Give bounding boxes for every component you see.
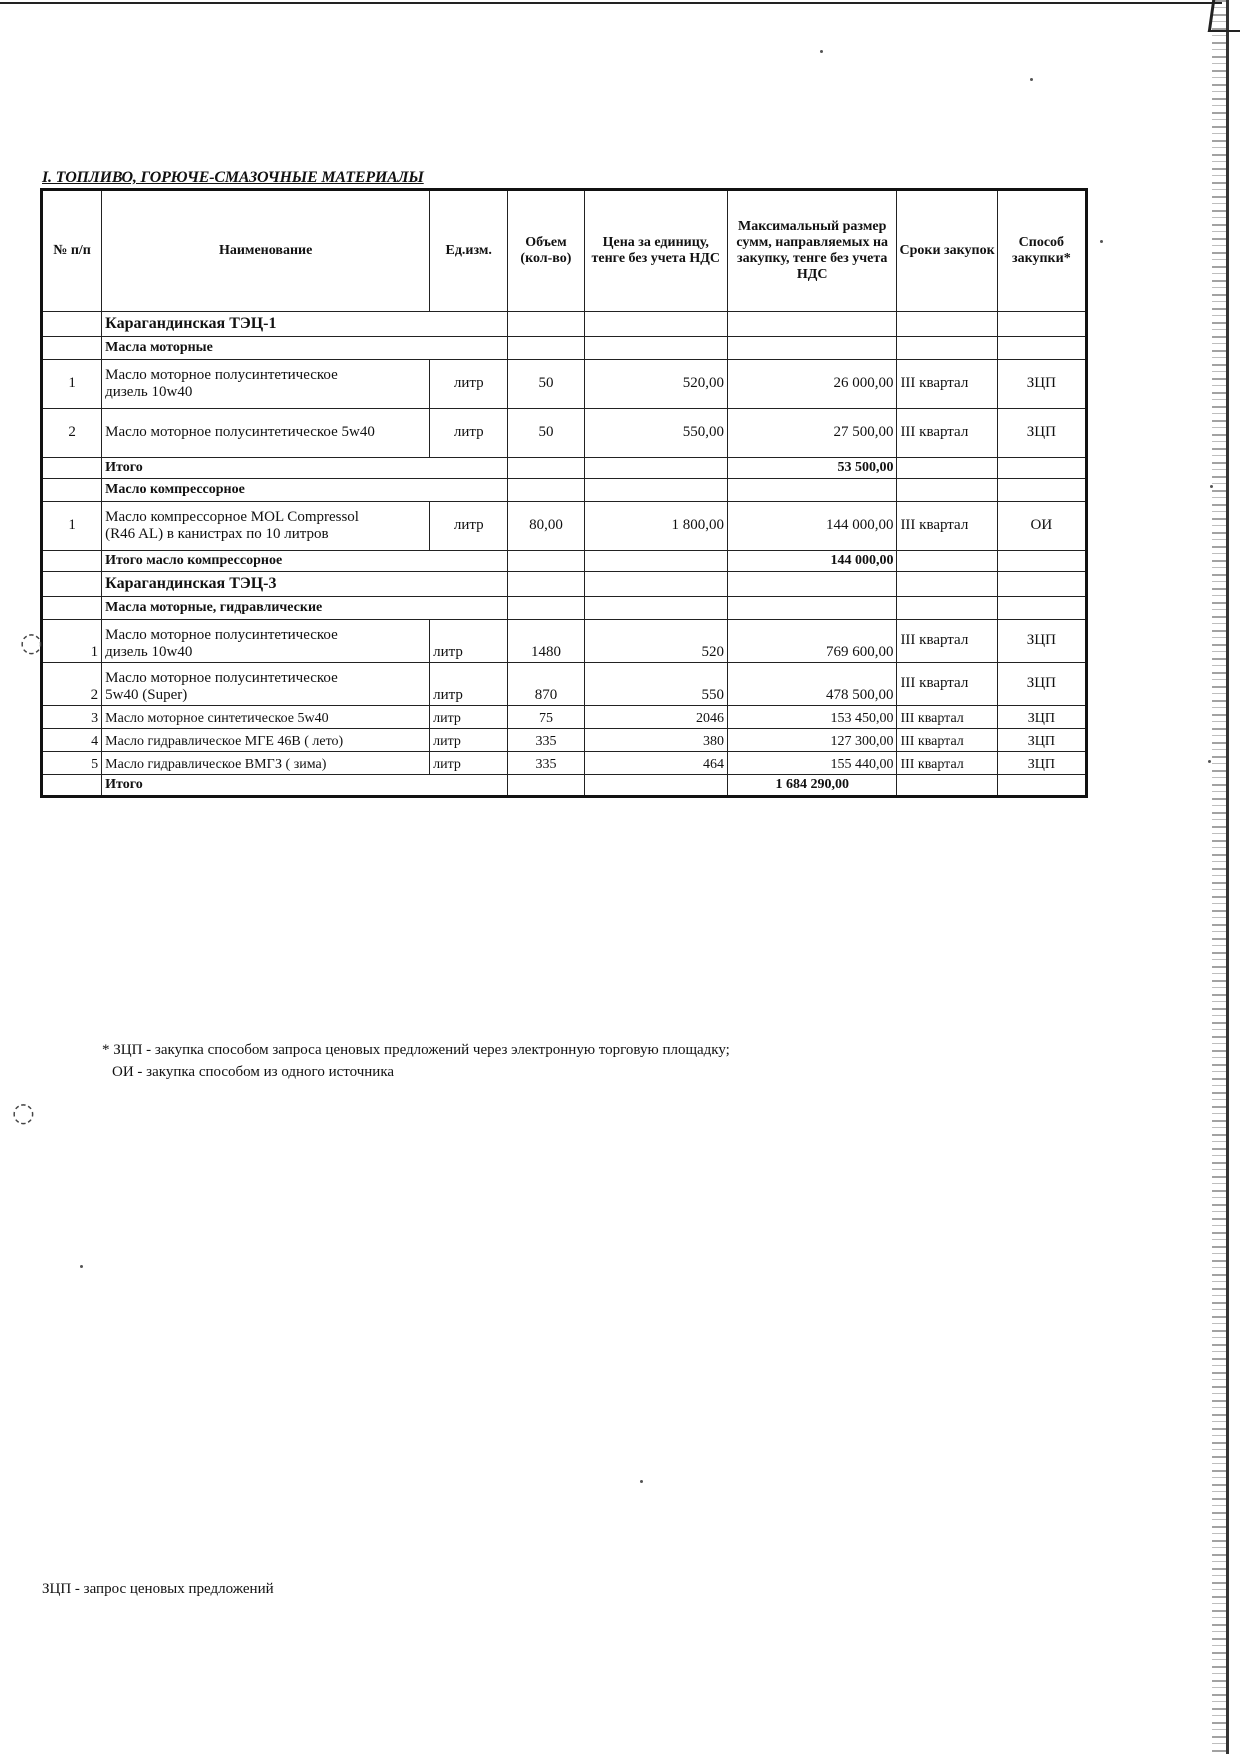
cell-volume: 80,00 xyxy=(508,502,584,551)
cell-price: 550 xyxy=(584,663,727,706)
total-sum-motor: 53 500,00 xyxy=(727,458,896,479)
cell-name-line1: Масло моторное полусинтетическое xyxy=(105,366,338,383)
cell-num: 2 xyxy=(42,663,102,706)
scan-top-edge xyxy=(0,2,1222,4)
cell-name-line1: Масло моторное полусинтетическое xyxy=(105,626,338,643)
cell-volume: 50 xyxy=(508,360,584,409)
total-row-motor xyxy=(42,458,1087,479)
cell-period: III квартал xyxy=(897,729,997,752)
cell-unit: литр xyxy=(430,409,508,458)
table-row xyxy=(42,620,1087,663)
header-method: Способ закупки* xyxy=(997,190,1086,312)
section-row-tec1 xyxy=(42,312,1087,337)
cell-sum: 155 440,00 xyxy=(727,752,896,775)
cell-sum: 27 500,00 xyxy=(727,409,896,458)
scan-speck xyxy=(1210,485,1213,488)
total-sum-tec3: 1 684 290,00 xyxy=(727,775,896,797)
header-unit: Ед.изм. xyxy=(430,190,508,312)
category-row-motor xyxy=(42,337,1087,360)
cell-price: 1 800,00 xyxy=(584,502,727,551)
cell-price: 550,00 xyxy=(584,409,727,458)
cell-period: III квартал xyxy=(897,752,997,775)
cell-num: 4 xyxy=(42,729,102,752)
total-label-tec3: Итого xyxy=(102,775,508,797)
footnote-line1: * ЗЦП - закупка способом запроса ценовых предложений через электронную торговую площадку; xyxy=(102,1042,730,1058)
total-label-motor: Итого xyxy=(102,458,508,479)
header-period: Сроки закупок xyxy=(897,190,997,312)
cell-name-line1: Масло моторное полусинтетическое xyxy=(105,669,338,686)
cell-method: ЗЦП xyxy=(997,752,1086,775)
category-row-tec3 xyxy=(42,597,1087,620)
cell-name: Масло моторное полусинтетическое 5w40 xyxy=(102,409,430,458)
category-title-compressor: Масло компрессорное xyxy=(102,479,508,502)
scan-right-edge xyxy=(1226,0,1229,1754)
header-max-sum: Максимальный размер сумм, направляемых на закупку, тенге без учета НДС xyxy=(727,190,896,312)
table-row xyxy=(42,706,1087,729)
scan-speck xyxy=(1030,78,1033,81)
cell-name-line2: 5w40 (Super) xyxy=(105,686,188,703)
footnote xyxy=(102,1039,730,1083)
category-title-motor: Масла моторные xyxy=(102,337,508,360)
cell-unit: литр xyxy=(430,729,508,752)
cell-period: III квартал xyxy=(897,620,997,663)
cell-unit: литр xyxy=(430,663,508,706)
cell-name: Масло гидравлическое МГЕ 46В ( лето) xyxy=(102,729,430,752)
cell-period: III квартал xyxy=(897,360,997,409)
cell-method: ЗЦП xyxy=(997,620,1086,663)
scan-mark-icon: ◌ xyxy=(12,1098,35,1128)
cell-price: 2046 xyxy=(584,706,727,729)
footnote-line2: ОИ - закупка способом из одного источника xyxy=(112,1064,395,1080)
table-row xyxy=(42,360,1087,409)
scan-speck xyxy=(640,1480,643,1483)
cell-period: III квартал xyxy=(897,706,997,729)
table-row xyxy=(42,729,1087,752)
scan-speck xyxy=(80,1265,83,1268)
cell-price: 380 xyxy=(584,729,727,752)
cell-sum: 144 000,00 xyxy=(727,502,896,551)
cell-method: ЗЦП xyxy=(997,360,1086,409)
cell-method: ЗЦП xyxy=(997,706,1086,729)
category-title-tec3: Масла моторные, гидравлические xyxy=(102,597,508,620)
cell-method: ОИ xyxy=(997,502,1086,551)
scan-speck xyxy=(1208,760,1211,763)
table-row xyxy=(42,752,1087,775)
table-row xyxy=(42,663,1087,706)
scan-corner-mark xyxy=(1208,0,1240,32)
cell-name: Масло моторное синтетическое 5w40 xyxy=(102,706,430,729)
section-row-tec3 xyxy=(42,572,1087,597)
cell-name xyxy=(102,663,430,706)
cell-sum: 769 600,00 xyxy=(727,620,896,663)
section-title-tec3: Карагандинская ТЭЦ-3 xyxy=(102,572,508,597)
cell-unit: литр xyxy=(430,620,508,663)
header-num: № п/п xyxy=(42,190,102,312)
header-name: Наименование xyxy=(102,190,430,312)
cell-sum: 127 300,00 xyxy=(727,729,896,752)
cell-name xyxy=(102,360,430,409)
cell-period: III квартал xyxy=(897,663,997,706)
scan-mark-icon: ◌ xyxy=(20,628,43,658)
table-row xyxy=(42,409,1087,458)
cell-unit: литр xyxy=(430,752,508,775)
cell-num: 5 xyxy=(42,752,102,775)
cell-period: III квартал xyxy=(897,502,997,551)
cell-num: 1 xyxy=(42,502,102,551)
procurement-table xyxy=(40,188,1088,798)
cell-name xyxy=(102,620,430,663)
cell-unit: литр xyxy=(430,706,508,729)
cell-name-line1: Масло компрессорное MOL Compressol xyxy=(105,508,359,525)
scan-speck xyxy=(1100,240,1103,243)
total-sum-compressor: 144 000,00 xyxy=(727,551,896,572)
cell-volume: 1480 xyxy=(508,620,584,663)
cell-price: 464 xyxy=(584,752,727,775)
cell-name xyxy=(102,502,430,551)
scan-speck xyxy=(820,50,823,53)
cell-name-line2: дизель 10w40 xyxy=(105,643,193,660)
cell-sum: 478 500,00 xyxy=(727,663,896,706)
cell-volume: 50 xyxy=(508,409,584,458)
cell-num: 1 xyxy=(42,620,102,663)
cell-name-line2: дизель 10w40 xyxy=(105,384,193,400)
cell-num: 3 xyxy=(42,706,102,729)
cell-sum: 26 000,00 xyxy=(727,360,896,409)
cell-unit: литр xyxy=(430,502,508,551)
cell-name-line2: (R46 AL) в канистрах по 10 литров xyxy=(105,526,329,542)
section-title: I. ТОПЛИВО, ГОРЮЧЕ-СМАЗОЧНЫЕ МАТЕРИАЛЫ xyxy=(42,169,424,186)
footer-note: ЗЦП - запрос ценовых предложений xyxy=(42,1581,274,1597)
cell-price: 520 xyxy=(584,620,727,663)
cell-method: ЗЦП xyxy=(997,409,1086,458)
section-title-tec1: Карагандинская ТЭЦ-1 xyxy=(102,312,508,337)
cell-unit: литр xyxy=(430,360,508,409)
cell-method: ЗЦП xyxy=(997,729,1086,752)
total-row-tec3 xyxy=(42,775,1087,797)
cell-name: Масло гидравлическое ВМГЗ ( зима) xyxy=(102,752,430,775)
cell-volume: 75 xyxy=(508,706,584,729)
cell-method: ЗЦП xyxy=(997,663,1086,706)
cell-period: III квартал xyxy=(897,409,997,458)
cell-num: 2 xyxy=(42,409,102,458)
total-row-compressor xyxy=(42,551,1087,572)
total-label-compressor: Итого масло компрессорное xyxy=(102,551,508,572)
table-header-row xyxy=(42,190,1087,312)
header-price: Цена за единицу, тенге без учета НДС xyxy=(584,190,727,312)
table-row xyxy=(42,502,1087,551)
cell-num: 1 xyxy=(42,360,102,409)
header-volume: Объем (кол-во) xyxy=(508,190,584,312)
cell-volume: 335 xyxy=(508,752,584,775)
category-row-compressor xyxy=(42,479,1087,502)
cell-price: 520,00 xyxy=(584,360,727,409)
cell-volume: 335 xyxy=(508,729,584,752)
cell-sum: 153 450,00 xyxy=(727,706,896,729)
cell-volume: 870 xyxy=(508,663,584,706)
